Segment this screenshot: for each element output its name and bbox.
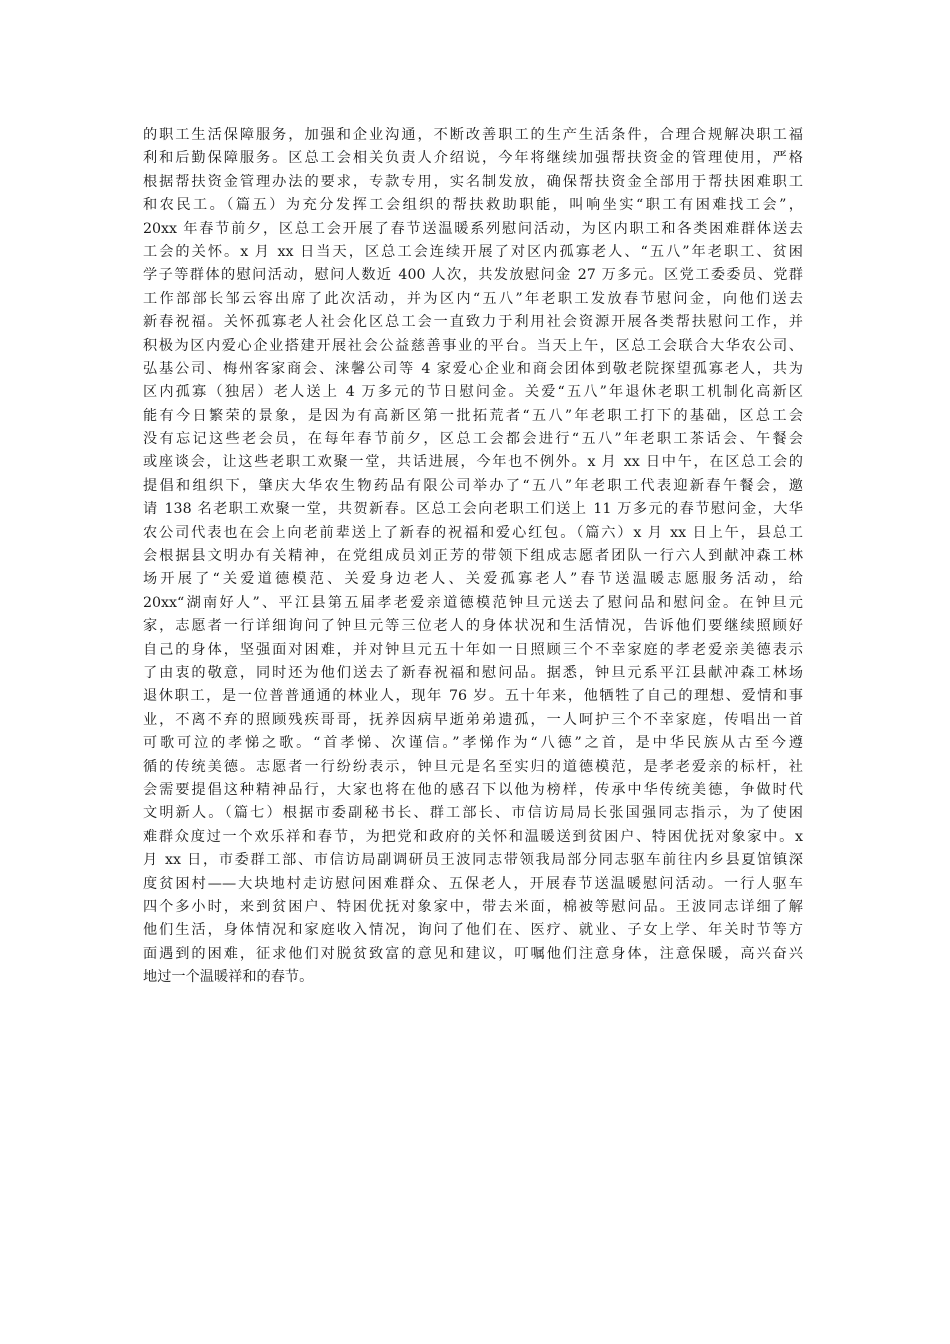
text-line: 工作部部长邹云容出席了此次活动，并为区内“五八”年老职工发放春节慰问金，向他们送去 [143, 290, 803, 307]
text-line: 和农民工。（篇五）为充分发挥工会组织的帮扶救助职能，叫响坐实“职工有困难找工会”， [143, 197, 803, 214]
text-line: 请 138 名老职工欢聚一堂，共贺新春。区总工会向老职工们送上 11 万多元的春节慰问金，大华 [143, 501, 803, 518]
text-line: 他们生活，身体情况和家庭收入情况，询问了他们在、医疗、就业、子女上学、年关时节等方 [143, 922, 803, 939]
text-line: 面遇到的困难，征求他们对脱贫致富的意见和建议，叮嘱他们注意身体，注意保暖，高兴奋兴 [143, 945, 803, 962]
text-line: 提倡和组织下，肇庆大华农生物药品有限公司举办了“五八”年老职工代表迎新春午餐会，邀 [143, 477, 803, 494]
text-line: 20xx 年春节前夕，区总工会开展了春节送温暖系列慰问活动，为区内职工和各类困难群体送去 [143, 220, 803, 237]
text-line: 的职工生活保障服务，加强和企业沟通，不断改善职工的生产生活条件，合理合规解决职工福 [143, 127, 803, 143]
text-line: 弘基公司、梅州客家商会、涞馨公司等 4 家爱心企业和商会团体到敬老院探望孤寡老人，共为 [143, 360, 803, 377]
text-line: 难群众度过一个欢乐祥和春节，为把党和政府的关怀和温暖送到贫困户、特困优抚对象家中。x [143, 828, 803, 845]
text-line: 业，不离不弃的照顾残疾哥哥，抚养因病早逝弟弟遗孤，一人呵护三个不幸家庭，传唱出一首 [143, 711, 803, 728]
text-line: 根据帮扶资金管理办法的要求，专款专用，实名制发放，确保帮扶资金全部用于帮扶困难职工 [143, 173, 803, 190]
text-line: 积极为区内爱心企业搭建开展社会公益慈善事业的平台。当天上午，区总工会联合大华农公司、 [143, 337, 803, 354]
text-line: 文明新人。（篇七）根据市委副秘书长、群工部长、市信访局局长张国强同志指示，为了使困 [143, 805, 803, 822]
text-line: 了由衷的敬意，同时还为他们送去了新春祝福和慰问品。据悉，钟旦元系平江县献冲森工林场 [143, 664, 803, 681]
text-line: 农公司代表也在会上向老前辈送上了新春的祝福和爱心红包。（篇六）x 月 xx 日上午，县总工 [143, 524, 803, 541]
text-line: 能有今日繁荣的景象，是因为有高新区第一批拓荒者“五八”年老职工打下的基础，区总工会 [143, 407, 803, 424]
text-line: 退休职工，是一位普普通通的林业人，现年 76 岁。五十年来，他牺牲了自己的理想、爱情和事 [143, 688, 803, 705]
text-line: 会根据县文明办有关精神，在党组成员刘正芳的带领下组成志愿者团队一行六人到献冲森工林 [143, 548, 803, 565]
text-line: 四个多小时，来到贫困户、特困优抚对象家中，带去米面，棉被等慰问品。王波同志详细了解 [143, 898, 803, 915]
text-line: 度贫困村——大块地村走访慰问困难群众、五保老人，开展春节送温暖慰问活动。一行人驱车 [143, 875, 803, 892]
text-line: 可歌可泣的孝悌之歌。“首孝悌、次谨信。”孝悌作为“八德”之首，是中华民族从古至今遵 [143, 735, 803, 752]
text-line: 会需要提倡这种精神品行，大家也将在他的感召下以他为榜样，传承中华传统美德，争做时代 [143, 781, 803, 798]
text-line: 循的传统美德。志愿者一行纷纷表示，钟旦元是名至实归的道德模范，是孝老爱亲的标杆，社 [143, 758, 803, 775]
text-line: 场开展了“关爱道德模范、关爱身边老人、关爱孤寡老人”春节送温暖志愿服务活动，给 [143, 571, 803, 588]
text-line: 或座谈会，让这些老职工欢聚一堂，共话进展，今年也不例外。x 月 xx 日中午，在区总工会的 [143, 454, 803, 471]
text-line: 区内孤寡（独居）老人送上 4 万多元的节日慰问金。关爱“五八”年退休老职工机制化高新区 [143, 384, 803, 401]
text-line: 地过一个温暖祥和的春节。 [143, 969, 314, 986]
text-line: 月 xx 日，市委群工部、市信访局副调研员王波同志带领我局部分同志驱车前往内乡县夏馆镇深 [143, 852, 803, 869]
text-line: 家，志愿者一行详细询问了钟旦元等三位老人的身体状况和生活情况，告诉他们要继续照顾好 [143, 618, 803, 635]
text-line: 学子等群体的慰问活动，慰问人数近 400 人次，共发放慰问金 27 万多元。区党工委委员、党群 [143, 267, 803, 284]
text-line: 没有忘记这些老会员，在每年春节前夕，区总工会都会进行“五八”年老职工茶话会、午餐会 [143, 431, 803, 448]
text-line: 工会的关怀。x 月 xx 日当天，区总工会连续开展了对区内孤寡老人、“五八”年老职工、贫困 [143, 243, 803, 260]
text-line: 自己的身体，坚强面对困难，并对钟旦元五十年如一日照顾三个不幸家庭的孝老爱亲美德表示 [143, 641, 803, 658]
text-line: 新春祝福。关怀孤寡老人社会化区总工会一直致力于利用社会资源开展各类帮扶慰问工作，并 [143, 314, 803, 331]
text-line: 20xx“湖南好人”、平江县第五届孝老爱亲道德模范钟旦元送去了慰问品和慰问金。在钟旦元 [143, 594, 803, 611]
text-line: 利和后勤保障服务。区总工会相关负责人介绍说，今年将继续加强帮扶资金的管理使用，严格 [143, 150, 803, 167]
document-body-text [143, 124, 803, 989]
